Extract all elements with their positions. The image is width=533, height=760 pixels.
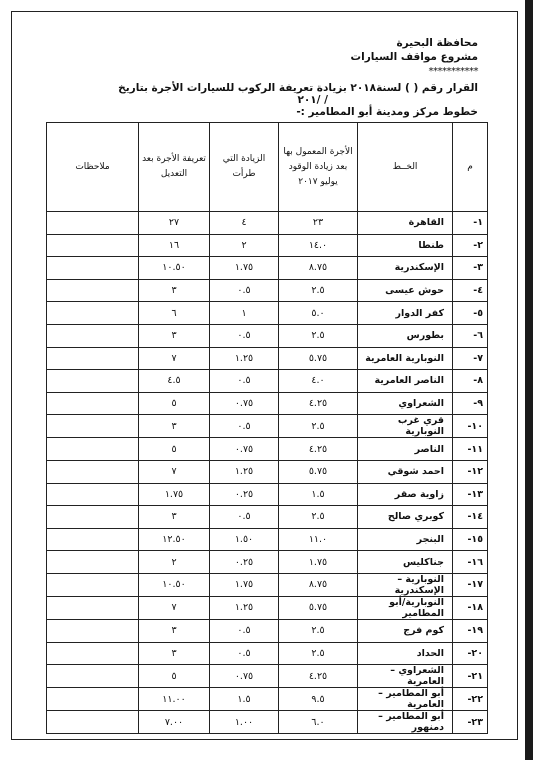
current-fare: ٢.٥ <box>279 642 358 665</box>
notes-cell <box>47 212 139 235</box>
notes-cell <box>47 711 139 734</box>
new-fare: ٣ <box>139 506 210 529</box>
route-name: الشعراوي <box>358 392 453 415</box>
current-fare: ٢.٥ <box>279 619 358 642</box>
row-number: ٤- <box>453 279 488 302</box>
route-name: طنطا <box>358 234 453 257</box>
fare-increase: ٠.٥ <box>210 619 279 642</box>
fare-increase: ٠.٥ <box>210 370 279 393</box>
header-increase: الزيادة التي طرأت <box>210 123 279 212</box>
current-fare: ٦.٠ <box>279 711 358 734</box>
table-row <box>47 438 488 461</box>
new-fare: ٢٧ <box>139 212 210 235</box>
current-fare: ٤.٠ <box>279 370 358 393</box>
header-notes: ملاحظات <box>47 123 139 212</box>
route-name: جناكليس <box>358 551 453 574</box>
notes-cell <box>47 324 139 347</box>
notes-cell <box>47 257 139 280</box>
table-row <box>47 573 488 596</box>
current-fare: ٥.٧٥ <box>279 596 358 619</box>
route-name: كوم فرج <box>358 619 453 642</box>
notes-cell <box>47 460 139 483</box>
new-fare: ٧ <box>139 596 210 619</box>
fare-increase: ٠.٧٥ <box>210 392 279 415</box>
notes-cell <box>47 392 139 415</box>
new-fare: ١٠.٥٠ <box>139 257 210 280</box>
fare-increase: ٢ <box>210 234 279 257</box>
row-number: ٢٢- <box>453 688 488 711</box>
notes-cell <box>47 506 139 529</box>
new-fare: ٧.٠٠ <box>139 711 210 734</box>
fare-increase: ٤ <box>210 212 279 235</box>
route-name: قري غرب النوبارية <box>358 415 453 438</box>
row-number: ١٦- <box>453 551 488 574</box>
table-row <box>47 392 488 415</box>
notes-cell <box>47 415 139 438</box>
fare-increase: ٠.٥ <box>210 642 279 665</box>
route-name: أبو المطامير – دمنهور <box>358 711 453 734</box>
row-number: ١٥- <box>453 528 488 551</box>
notes-cell <box>47 528 139 551</box>
route-name: الناصر <box>358 438 453 461</box>
new-fare: ٣ <box>139 619 210 642</box>
row-number: ١٢- <box>453 460 488 483</box>
new-fare: ٧ <box>139 347 210 370</box>
route-name: زاوية صقر <box>358 483 453 506</box>
current-fare: ٢.٥ <box>279 324 358 347</box>
new-fare: ٣ <box>139 642 210 665</box>
new-fare: ٣ <box>139 415 210 438</box>
table-row <box>47 415 488 438</box>
current-fare: ٩.٥ <box>279 688 358 711</box>
header-new-fare: تعريفة الأجرة بعد التعديل <box>139 123 210 212</box>
route-name: الإسكندرية <box>358 257 453 280</box>
row-number: ٢٠- <box>453 642 488 665</box>
current-fare: ٢.٥ <box>279 506 358 529</box>
table-row <box>47 619 488 642</box>
stars-divider: *********** <box>428 66 478 77</box>
new-fare: ٧ <box>139 460 210 483</box>
fare-increase: ١.٥ <box>210 688 279 711</box>
scan-edge-shadow <box>525 0 533 760</box>
new-fare: ٥ <box>139 392 210 415</box>
notes-cell <box>47 347 139 370</box>
fare-increase: ١.٢٥ <box>210 460 279 483</box>
new-fare: ١٠.٥٠ <box>139 573 210 596</box>
table-row <box>47 234 488 257</box>
current-fare: ٤.٢٥ <box>279 392 358 415</box>
current-fare: ١.٥ <box>279 483 358 506</box>
table-row <box>47 711 488 734</box>
new-fare: ١١.٠٠ <box>139 688 210 711</box>
table-row <box>47 347 488 370</box>
row-number: ١٠- <box>453 415 488 438</box>
notes-cell <box>47 438 139 461</box>
notes-cell <box>47 596 139 619</box>
route-name: بطورس <box>358 324 453 347</box>
new-fare: ٤.٥ <box>139 370 210 393</box>
row-number: ٥- <box>453 302 488 325</box>
new-fare: ١٦ <box>139 234 210 257</box>
fare-increase: ٠.٥ <box>210 506 279 529</box>
route-name: الشعراوي – العامرية <box>358 665 453 688</box>
decision-line-1: القرار رقم ( ) لسنة٢٠١٨ بزيادة تعريفة الركوب للسيارات الأجرة بتاريخ <box>118 82 478 94</box>
fare-increase: ٠.٧٥ <box>210 665 279 688</box>
notes-cell <box>47 573 139 596</box>
current-fare: ١.٧٥ <box>279 551 358 574</box>
row-number: ٢٣- <box>453 711 488 734</box>
new-fare: ٣ <box>139 324 210 347</box>
current-fare: ٢.٥ <box>279 415 358 438</box>
new-fare: ٥ <box>139 438 210 461</box>
decision-date: / /٢٠١ <box>297 94 328 106</box>
current-fare: ٥.٠ <box>279 302 358 325</box>
project-title: مشروع مواقف السيارات <box>350 51 478 63</box>
route-name: النوبارية/أبو المطامير <box>358 596 453 619</box>
current-fare: ٢.٥ <box>279 279 358 302</box>
current-fare: ٨.٧٥ <box>279 257 358 280</box>
current-fare: ٢٣ <box>279 212 358 235</box>
fare-increase: ١.٢٥ <box>210 347 279 370</box>
new-fare: ٥ <box>139 665 210 688</box>
new-fare: ٢ <box>139 551 210 574</box>
fare-increase: ٠.٢٥ <box>210 483 279 506</box>
row-number: ٧- <box>453 347 488 370</box>
notes-cell <box>47 642 139 665</box>
fare-increase: ١.٧٥ <box>210 257 279 280</box>
new-fare: ١.٧٥ <box>139 483 210 506</box>
row-number: ٩- <box>453 392 488 415</box>
table-row <box>47 596 488 619</box>
fare-increase: ٠.٢٥ <box>210 551 279 574</box>
fare-increase: ١.٢٥ <box>210 596 279 619</box>
row-number: ٢- <box>453 234 488 257</box>
notes-cell <box>47 483 139 506</box>
current-fare: ١٤.٠ <box>279 234 358 257</box>
notes-cell <box>47 234 139 257</box>
table-header-row <box>47 123 488 212</box>
fare-increase: ١.٥٠ <box>210 528 279 551</box>
route-name: الناصر العامرية <box>358 370 453 393</box>
notes-cell <box>47 279 139 302</box>
row-number: ١٩- <box>453 619 488 642</box>
table-row <box>47 370 488 393</box>
table-row <box>47 212 488 235</box>
notes-cell <box>47 619 139 642</box>
row-number: ١٧- <box>453 573 488 596</box>
table-row <box>47 642 488 665</box>
table-row <box>47 324 488 347</box>
table-row <box>47 257 488 280</box>
governorate-title: محافظة البحيرة <box>396 37 478 49</box>
fare-table <box>46 122 488 734</box>
route-name: أبو المطامير – العامرية <box>358 688 453 711</box>
route-name: كفر الدوار <box>358 302 453 325</box>
row-number: ٨- <box>453 370 488 393</box>
notes-cell <box>47 551 139 574</box>
fare-increase: ١.٠٠ <box>210 711 279 734</box>
route-name: كوبري صالح <box>358 506 453 529</box>
route-name: النوبارية العامرية <box>358 347 453 370</box>
table-row <box>47 483 488 506</box>
header-current-fare: الأجرة المعمول بها بعد زيادة الوقود يوليو ٢٠١٧ <box>279 123 358 212</box>
row-number: ٦- <box>453 324 488 347</box>
route-name: حوش عيسى <box>358 279 453 302</box>
table-row <box>47 665 488 688</box>
notes-cell <box>47 302 139 325</box>
row-number: ١١- <box>453 438 488 461</box>
fare-increase: ١.٧٥ <box>210 573 279 596</box>
table-row <box>47 688 488 711</box>
row-number: ٢١- <box>453 665 488 688</box>
row-number: ١٤- <box>453 506 488 529</box>
decision-heading <box>48 82 478 118</box>
new-fare: ٦ <box>139 302 210 325</box>
header-number: م <box>453 123 488 212</box>
table-row <box>47 460 488 483</box>
current-fare: ٨.٧٥ <box>279 573 358 596</box>
fare-increase: ٠.٥ <box>210 324 279 347</box>
route-name: القاهرة <box>358 212 453 235</box>
current-fare: ١١.٠ <box>279 528 358 551</box>
fare-increase: ٠.٧٥ <box>210 438 279 461</box>
row-number: ١- <box>453 212 488 235</box>
row-number: ٣- <box>453 257 488 280</box>
row-number: ١٨- <box>453 596 488 619</box>
table-row <box>47 302 488 325</box>
row-number: ١٣- <box>453 483 488 506</box>
notes-cell <box>47 665 139 688</box>
header-route: الخــط <box>358 123 453 212</box>
new-fare: ٣ <box>139 279 210 302</box>
table-row <box>47 279 488 302</box>
current-fare: ٤.٢٥ <box>279 438 358 461</box>
current-fare: ٤.٢٥ <box>279 665 358 688</box>
route-name: النوبارية – الإسكندرية <box>358 573 453 596</box>
table-row <box>47 528 488 551</box>
table-row <box>47 506 488 529</box>
fare-increase: ١ <box>210 302 279 325</box>
route-name: احمد شوقي <box>358 460 453 483</box>
notes-cell <box>47 688 139 711</box>
current-fare: ٥.٧٥ <box>279 347 358 370</box>
table-row <box>47 551 488 574</box>
fare-increase: ٠.٥ <box>210 279 279 302</box>
notes-cell <box>47 370 139 393</box>
fare-increase: ٠.٥ <box>210 415 279 438</box>
current-fare: ٥.٧٥ <box>279 460 358 483</box>
decision-subtitle: خطوط مركز ومدينة أبو المطامير :- <box>296 106 478 118</box>
route-name: البنجر <box>358 528 453 551</box>
new-fare: ١٢.٥٠ <box>139 528 210 551</box>
route-name: الحداد <box>358 642 453 665</box>
